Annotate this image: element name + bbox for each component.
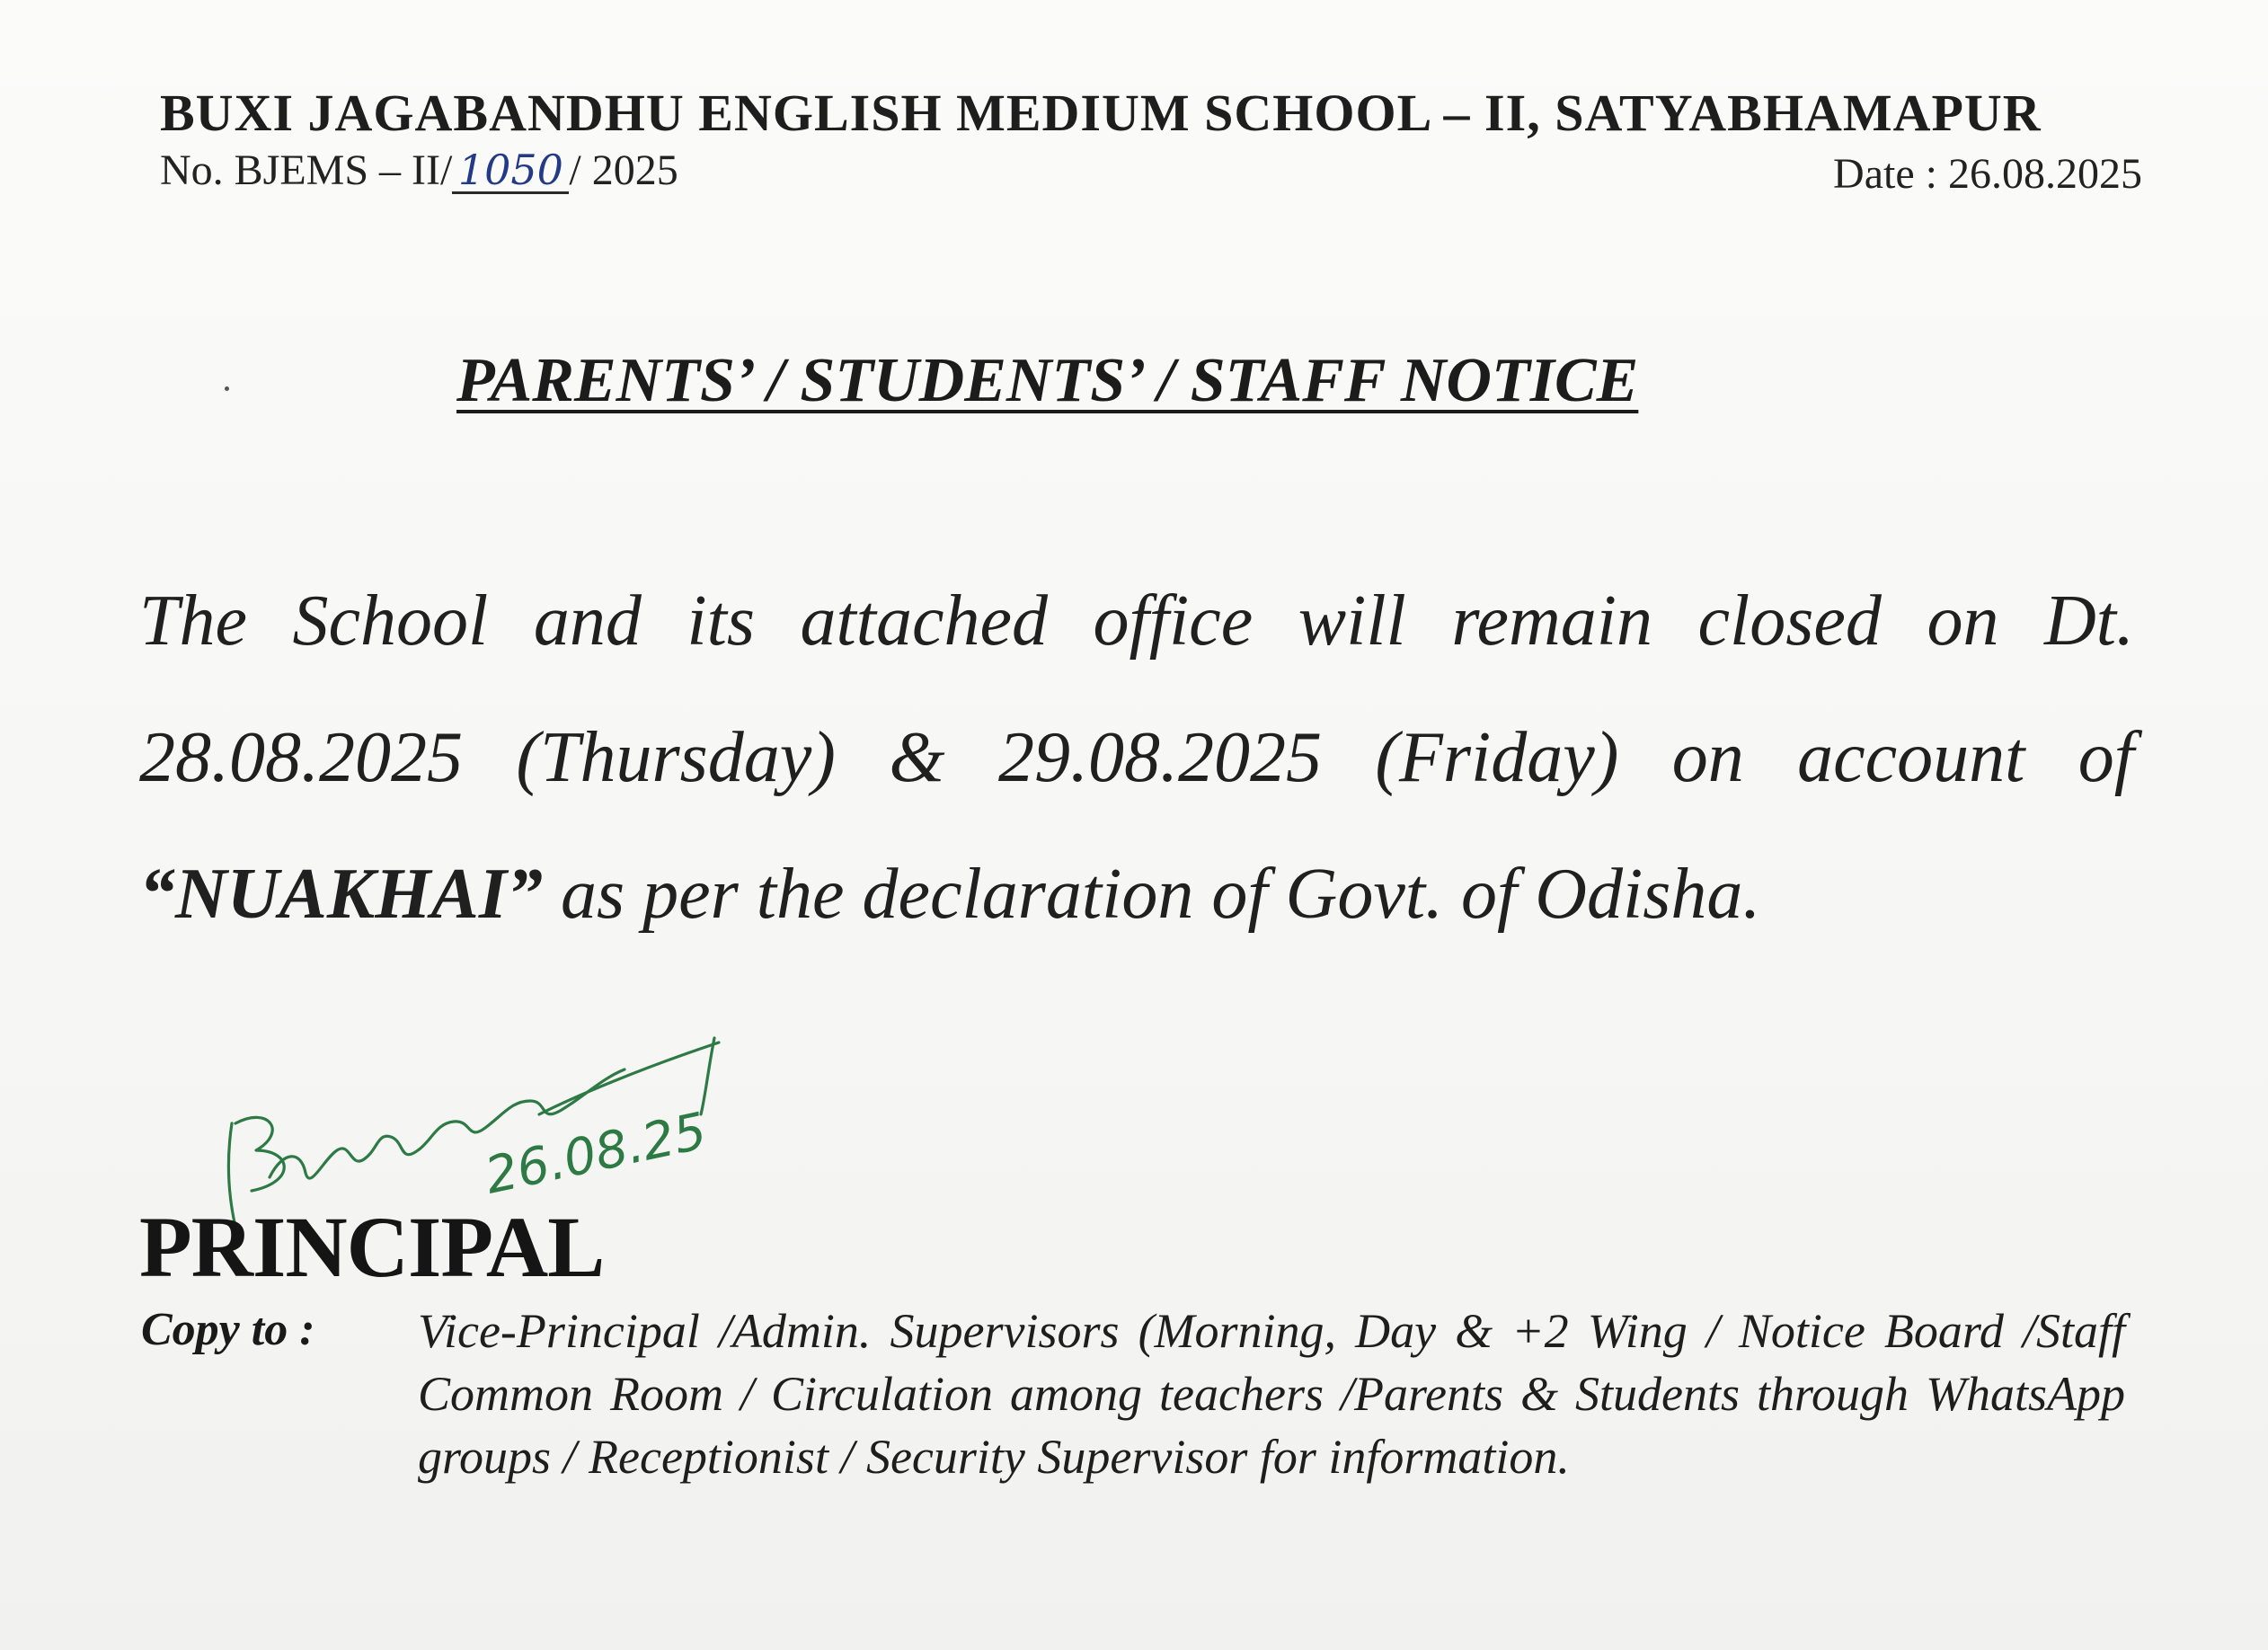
notice-body-part1: The School and its attached office will remain closed on Dt. 28.08.2025 (Thursday) & 29.08.2025 (Friday) on account of: [139, 581, 2134, 797]
copy-to-text: Vice-Principal /Admin. Supervisors (Morning, Day & +2 Wing / Notice Board /Staff Common Room / Circulation among teachers /Parents & Students through WhatsApp groups / Receptionist / Security Supervisor for information.: [418, 1304, 2125, 1484]
notice-date: Date : 26.08.2025: [1833, 150, 2142, 198]
reference-suffix: / 2025: [569, 146, 678, 194]
reference-number: [160, 146, 678, 195]
notice-title: PARENTS’ / STUDENTS’ / STAFF NOTICE: [456, 346, 1639, 415]
principal-label: PRINCIPAL: [139, 1199, 605, 1295]
notice-body-festival: “NUAKHAI”: [139, 855, 543, 934]
reference-prefix: No. BJEMS – II/: [160, 146, 453, 194]
reference-handwritten-number: 1050: [452, 148, 569, 194]
notice-body-part2: as per the declaration of Govt. of Odisha.: [542, 855, 1761, 934]
stray-dot: [225, 386, 229, 391]
school-name: BUXI JAGABANDHU ENGLISH MEDIUM SCHOOL – II, SATYABHAMAPUR: [160, 84, 2042, 142]
copy-to-label: Copy to :: [141, 1304, 315, 1355]
notice-body: [139, 553, 2134, 962]
signature-date: 26.08.25: [480, 1102, 712, 1206]
